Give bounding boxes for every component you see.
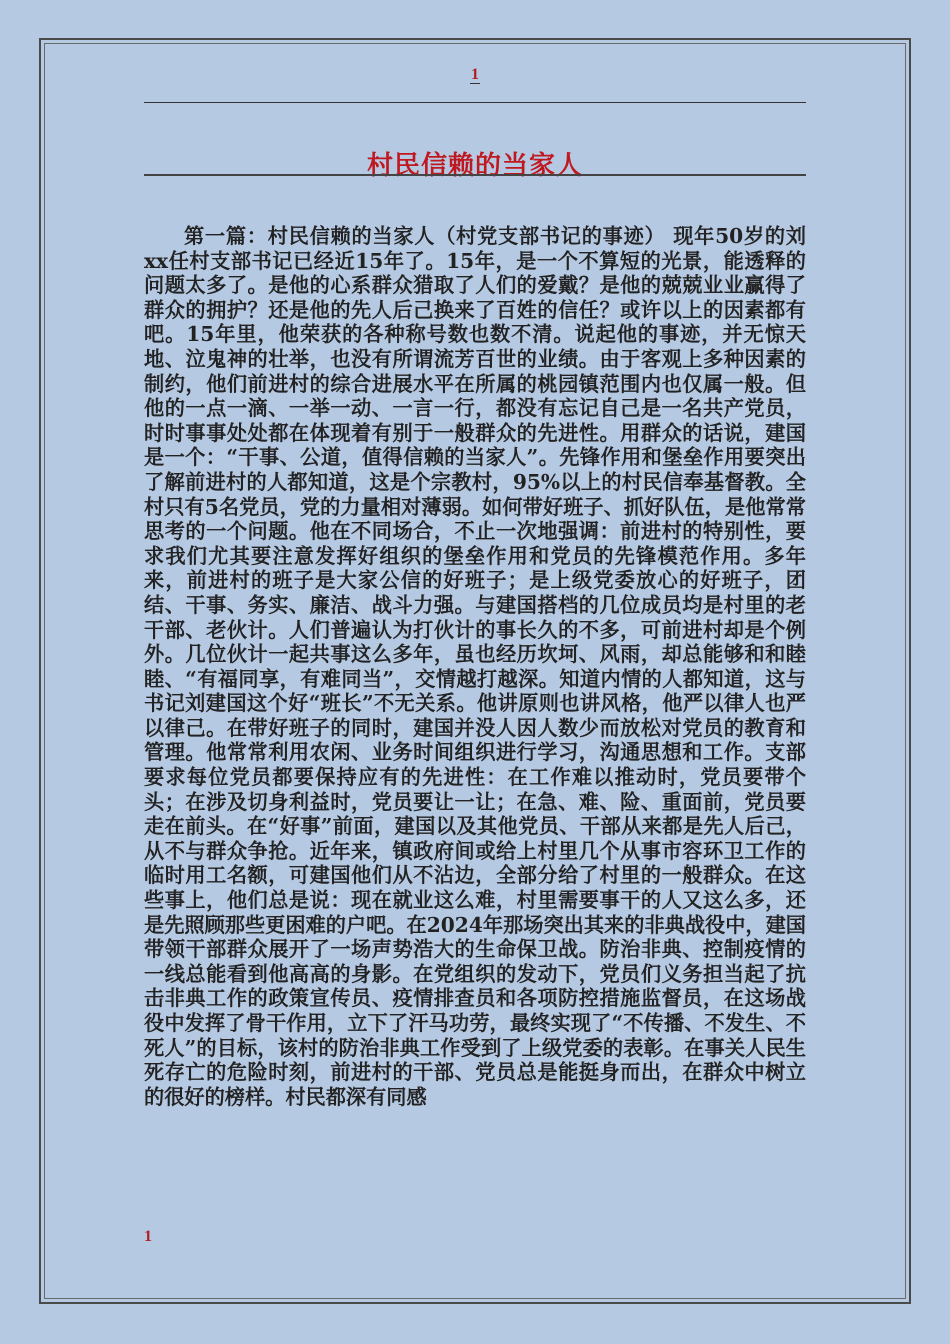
header-page-number-text: 1	[471, 66, 479, 83]
body-paragraph: 第一篇：村民信赖的当家人（村党支部书记的事迹） 现年50岁的刘xx任村支部书记已经近15年了。15年，是一个不算短的光景，能透释的问题太多了。是他的心系群众猎取了人们的爱戴？是他的兢兢业业赢得了群众的拥护？还是他的先人后己换来了百姓的信任？或许以上的因素都有吧。15年里，他荣获的各种称号数也数不清。说起他的事迹，并无惊天地、泣鬼神的壮举，也没有所谓流芳百世的业绩。由于客观上多种因素的制约，他们前进村的综合进展水平在所属的桃园镇范围内也仅属一般。但他的一点一滴、一举一动、一言一行，都没有忘记自己是一名共产党员，时时事事处处都在体现着有别于一般群众的先进性。用群众的话说，建国是一个：“干事、公道，值得信赖的当家人”。先锋作用和堡垒作用要突出了解前进村的人都知道，这是个宗教村，95%以上的村民信奉基督教。全村只有5名党员，党的力量相对薄弱。如何带好班子、抓好队伍，是他常常思考的一个问题。他在不同场合，不止一次地强调：前进村的特别性，要求我们尤其要注意发挥好组织的堡垒作用和党员的先锋模范作用。多年来，前进村的班子是大家公信的好班子；是上级党委放心的好班子，团结、干事、务实、廉洁、战斗力强。与建国搭档的几位成员均是村里的老干部、老伙计。人们普遍认为打伙计的事长久的不多，可前进村却是个例外。几位伙计一起共事这么多年，虽也经历坎坷、风雨，却总能够和和睦睦、“有福同享，有难同当”，交情越打越深。知道内情的人都知道，这与书记刘建国这个好“班长”不无关系。他讲原则也讲风格，他严以律人也严以律己。在带好班子的同时，建国并没人因人数少而放松对党员的教育和管理。他常常利用农闲、业务时间组织进行学习，沟通思想和工作。支部要求每位党员都要保持应有的先进性：在工作难以推动时，党员要带个头；在涉及切身利益时，党员要让一让；在急、难、险、重面前，党员要走在前头。在“好事”前面，建国以及其他党员、干部从来都是先人后己，从不与群众争抢。近年来，镇政府间或给上村里几个从事市容环卫工作的临时用工名额，可建国他们从不沾边，全部分给了村里的一般群众。在这些事上，他们总是说：现在就业这么难，村里需要事干的人又这么多，还是先照顾那些更困难的户吧。在2024年那场突出其来的非典战役中，建国带领干部群众展开了一场声势浩大的生命保卫战。防治非典、控制疫情的一线总能看到他高高的身影。在党组织的发动下，党员们义务担当起了抗击非典工作的政策宣传员、疫情排查员和各项防控措施监督员，在这场战役中发挥了骨干作用，立下了汗马功劳，最终实现了“不传播、不发生、不死人”的目标，该村的防治非典工作受到了上级党委的表彰。在事关人民生死存亡的危险时刻，前进村的干部、党员总是能挺身而出，在群众中树立的很好的榜样。村民都深有同感	[144, 224, 806, 1109]
header-divider	[144, 102, 806, 103]
footer-page-number: 1	[144, 1228, 152, 1245]
title-divider	[144, 174, 806, 176]
header-page-number	[0, 66, 950, 84]
document-title: 村民信赖的当家人	[366, 151, 583, 182]
